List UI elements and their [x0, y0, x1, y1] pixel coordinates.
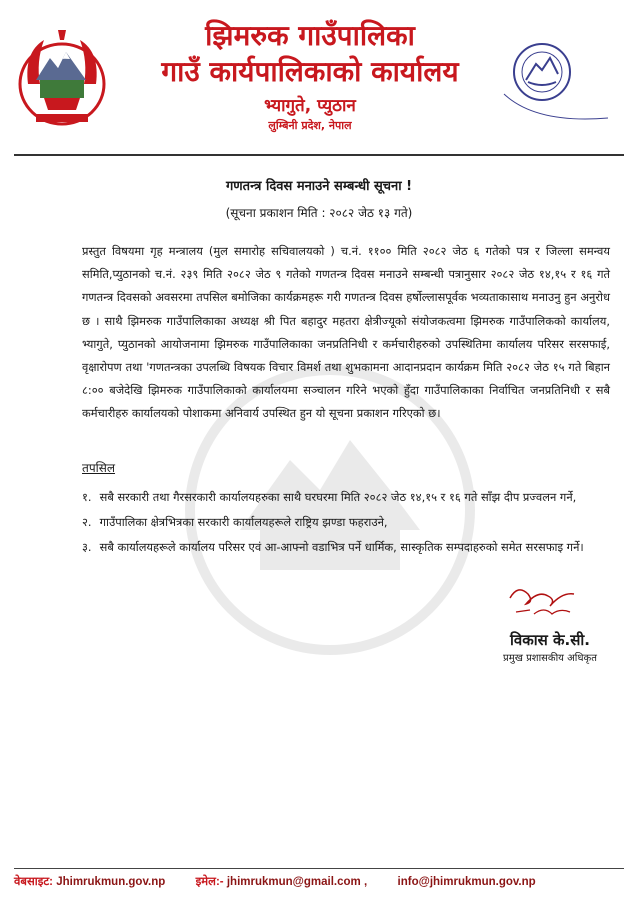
province-country: लुम्बिनी प्रदेश, नेपाल	[268, 119, 352, 132]
item-text: सबै सरकारी तथा गैरसरकारी कार्यालयहरुका साथै घरघरमा मिति २०८२ जेठ १४,१५ र १६ गते साँझ दीप प्रज्वलन गर्ने,	[99, 490, 577, 504]
item-number: २.	[82, 515, 92, 529]
email-label: इमेल:-	[195, 876, 224, 888]
list-item	[82, 487, 610, 508]
office-name: गाउँ कार्यपालिकाको कार्यालय	[161, 55, 459, 88]
publication-date: (सूचना प्रकाशन मिति : २०८२ जेठ १३ गते)	[225, 206, 413, 220]
office-stamp	[496, 34, 616, 144]
notice-subject: गणतन्त्र दिवस मनाउने सम्बन्धी सूचना !	[225, 179, 413, 194]
item-text: सबै कार्यालयहरूले कार्यालय परिसर एवं आ-आफ्नो वडाभित्र पर्ने धार्मिक, सास्कृतिक सम्पदाहरुको समेत सरसफाइ गर्ने।	[99, 540, 584, 554]
municipality-name: झिमरुक गाउँपालिका	[205, 19, 415, 52]
handwritten-signature	[504, 580, 584, 620]
footer	[14, 874, 624, 889]
office-location: भ्यागुते, प्युठान	[264, 96, 356, 116]
notice-body: प्रस्तुत विषयमा गृह मन्त्रालय (मुल समारोह सचिवालयको ) च.नं. ११०० मिति २०८२ जेठ ६ गतेको पत्र र जिल्ला समन्वय समिति,प्युठानको च.नं. २३९ मिति २०८२ जेठ ९ गतेको गणतन्त्र दिवस मनाउने सम्बन्धी पत्रानुसार २०८२ जेठ १४,१५ र १६ गते गणतन्त्र दिवसको अवसरमा तपसिल बमोजिका कार्यक्रमहरू गरी गणतन्त्र दिवस हर्षोल्लासपूर्वक भव्यताकासाथ मनाउनु हुन अनुरोध छ । साथै झिमरुक गाउँपालिकाका अध्यक्ष श्री पित बहादुर महतरा क्षेत्रीज्यूको संयोजकत्वमा झिमरुक गाउँपालिकको कार्यालय, भ्यागुते, प्युठानको आयोजनामा झिमरुक गाउँपालिकाका जनप्रतिनिधी र कर्मचारीहरुको उपस्थितिमा कार्यालय परिसर सरसफाई, वृक्षारोपण तथा 'गणतन्त्रका उपलब्धि विषयक विचार विमर्श तथा शुभकामना आदानप्रदान कार्यक्रम मिति २०८२ जेठ १५ गते बिहान ८:०० बजेदेखि झिमरुक गाउँपालिकाको कार्यालयमा सञ्चालन गरिने भएको हुँदा गाउँपालिकाका निर्वाचित जनप्रतिनिधी र सबै कर्मचारीहरु कार्यालयको पोशाकमा अनिवार्य उपस्थित हुन यो सूचना प्रकाशन गरिएको छ।	[82, 244, 610, 421]
signatory-name: विकास के.सी.	[510, 631, 590, 649]
signatory	[480, 630, 620, 664]
website-link[interactable]: Jhimrukmun.gov.np	[56, 876, 166, 888]
nepal-emblem-logo	[14, 22, 110, 132]
item-number: ३.	[82, 540, 92, 554]
email-link-info[interactable]: info@jhimrukmun.gov.np	[397, 876, 536, 888]
signatory-post: प्रमुख प्रशासकीय अधिकृत	[503, 653, 597, 664]
item-text: गाउँपालिका क्षेत्रभित्रका सरकारी कार्यालयहरूले राष्ट्रिय झण्डा फहराउने,	[99, 515, 388, 529]
website-label: वेबसाइट:	[14, 876, 53, 888]
list-item	[82, 537, 610, 558]
letterhead	[110, 18, 510, 134]
list-item	[82, 512, 610, 533]
header-divider	[14, 154, 624, 156]
footer-divider	[14, 868, 624, 869]
item-number: १.	[82, 490, 92, 504]
email-link-gmail[interactable]: jhimrukmun@gmail.com ,	[226, 876, 368, 888]
tapsil-list	[82, 487, 610, 562]
tapsil-heading: तपसिल	[82, 461, 116, 475]
